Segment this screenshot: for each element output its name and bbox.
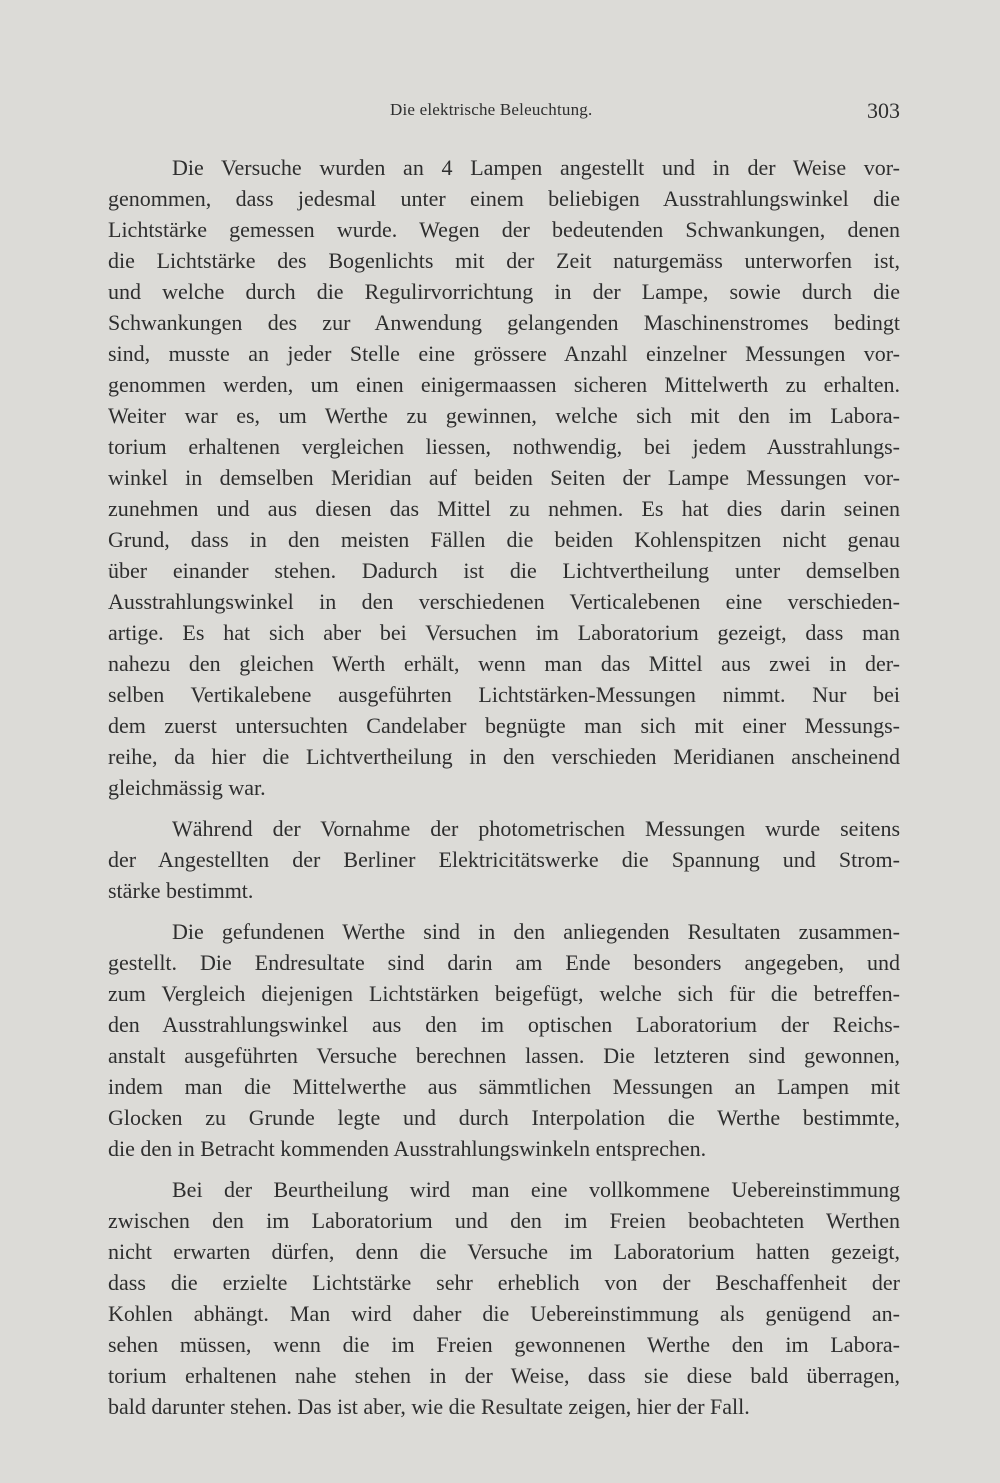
text-line: bald darunter stehen. Das ist aber, wie die Resultate zeigen, hier der Fall. [108, 1394, 750, 1419]
body-text [108, 152, 900, 1422]
paragraph [108, 152, 900, 803]
text-line: selben Vertikalebene ausgeführten Lichtstärken-Messungen nimmt. Nur bei [108, 682, 900, 707]
text-line: winkel in demselben Meridian auf beiden Seiten der Lampe Messungen vor- [108, 465, 900, 490]
text-line: die den in Betracht kommenden Ausstrahlungswinkeln entsprechen. [108, 1136, 707, 1161]
text-line: zunehmen und aus diesen das Mittel zu nehmen. Es hat dies darin seinen [108, 496, 900, 521]
text-line: Bei der Beurtheilung wird man eine vollkommene Uebereinstimmung [172, 1177, 900, 1202]
text-line: nahezu den gleichen Werth erhält, wenn man das Mittel aus zwei in der- [108, 651, 900, 676]
text-line: Die gefundenen Werthe sind in den anliegenden Resultaten zusammen- [172, 919, 900, 944]
text-line: Während der Vornahme der photometrischen Messungen wurde seitens [172, 816, 900, 841]
text-line: dem zuerst untersuchten Candelaber begnügte man sich mit einer Messungs- [108, 713, 900, 738]
text-line: Weiter war es, um Werthe zu gewinnen, welche sich mit den im Labora- [108, 403, 900, 428]
text-line: anstalt ausgeführten Versuche berechnen lassen. Die letzteren sind gewonnen, [108, 1043, 900, 1068]
paragraph-gap [108, 906, 900, 916]
text-line: stärke bestimmt. [108, 878, 254, 903]
text-line: die Lichtstärke des Bogenlichts mit der Zeit naturgemäss unterworfen ist, [108, 248, 900, 273]
text-line: reihe, da hier die Lichtvertheilung in den verschieden Meridianen anscheinend [108, 744, 900, 769]
paragraph [108, 1174, 900, 1422]
text-line: torium erhaltenen vergleichen liessen, nothwendig, bei jedem Ausstrahlungs- [108, 434, 900, 459]
text-line: zwischen den im Laboratorium und den im Freien beobachteten Werthen [108, 1208, 900, 1233]
text-line: genommen werden, um einen einigermaassen sicheren Mittelwerth zu erhalten. [108, 372, 900, 397]
page-header [108, 98, 900, 128]
text-line: torium erhaltenen nahe stehen in der Weise, dass sie diese bald überragen, [108, 1363, 900, 1388]
text-line: über einander stehen. Dadurch ist die Lichtvertheilung unter demselben [108, 558, 900, 583]
text-line: Ausstrahlungswinkel in den verschiedenen Verticalebenen eine verschieden- [108, 589, 900, 614]
paragraph [108, 916, 900, 1164]
text-line: der Angestellten der Berliner Elektricitätswerke die Spannung und Strom- [108, 847, 900, 872]
text-line: gleichmässig war. [108, 775, 266, 800]
page-number: 303 [867, 98, 900, 123]
text-line: nicht erwarten dürfen, denn die Versuche im Laboratorium hatten gezeigt, [108, 1239, 900, 1264]
paragraph-gap [108, 803, 900, 813]
text-line: sind, musste an jeder Stelle eine grössere Anzahl einzelner Messungen vor- [108, 341, 900, 366]
text-line: gestellt. Die Endresultate sind darin am Ende besonders angegeben, und [108, 950, 900, 975]
text-line: Glocken zu Grunde legte und durch Interpolation die Werthe bestimmte, [108, 1105, 900, 1130]
text-line: dass die erzielte Lichtstärke sehr erheblich von der Beschaffenheit der [108, 1270, 900, 1295]
paragraph-gap [108, 1164, 900, 1174]
text-line: Die Versuche wurden an 4 Lampen angestellt und in der Weise vor- [172, 155, 900, 180]
text-line: sehen müssen, wenn die im Freien gewonnenen Werthe den im Labora- [108, 1332, 900, 1357]
text-line: Schwankungen des zur Anwendung gelangenden Maschinenstromes bedingt [108, 310, 900, 335]
paragraph [108, 813, 900, 906]
running-title: Die elektrische Beleuchtung. [390, 100, 593, 119]
text-line: Grund, dass in den meisten Fällen die beiden Kohlenspitzen nicht genau [108, 527, 900, 552]
text-line: genommen, dass jedesmal unter einem beliebigen Ausstrahlungswinkel die [108, 186, 900, 211]
text-line: indem man die Mittelwerthe aus sämmtlichen Messungen an Lampen mit [108, 1074, 900, 1099]
text-line: artige. Es hat sich aber bei Versuchen im Laboratorium gezeigt, dass man [108, 620, 900, 645]
text-line: Kohlen abhängt. Man wird daher die Uebereinstimmung als genügend an- [108, 1301, 900, 1326]
text-line: den Ausstrahlungswinkel aus den im optischen Laboratorium der Reichs- [108, 1012, 900, 1037]
text-line: zum Vergleich diejenigen Lichtstärken beigefügt, welche sich für die betreffen- [108, 981, 900, 1006]
text-line: Lichtstärke gemessen wurde. Wegen der bedeutenden Schwankungen, denen [108, 217, 900, 242]
text-line: und welche durch die Regulirvorrichtung in der Lampe, sowie durch die [108, 279, 900, 304]
